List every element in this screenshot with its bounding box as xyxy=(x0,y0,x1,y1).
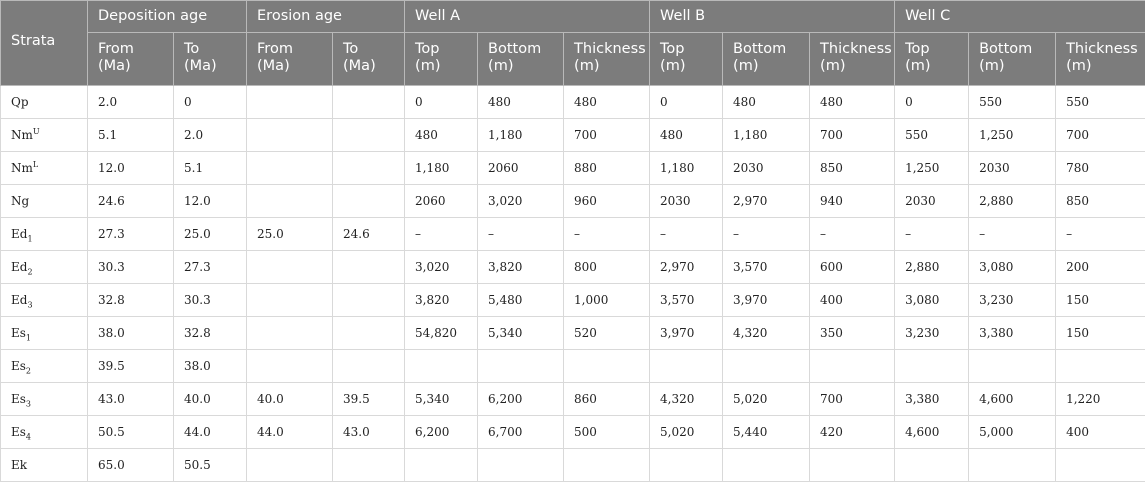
strata-name: Ed xyxy=(11,227,27,241)
strata-subscript: 1 xyxy=(26,333,31,342)
cell-well-b-top xyxy=(650,449,723,482)
cell-well-b-bottom: 480 xyxy=(723,86,810,119)
cell-deposition-from: 5.1 xyxy=(88,119,174,152)
cell-erosion-to xyxy=(333,251,405,284)
cell-well-b-bottom xyxy=(723,350,810,383)
strata-cell xyxy=(1,86,88,119)
cell-deposition-to: 27.3 xyxy=(174,251,247,284)
cell-well-c-bottom: 5,000 xyxy=(969,416,1056,449)
strata-superscript: U xyxy=(33,127,40,136)
cell-well-c-thickness: 1,220 xyxy=(1056,383,1145,416)
table-row xyxy=(1,416,1145,449)
cell-erosion-from xyxy=(247,251,333,284)
cell-well-a-bottom: 5,340 xyxy=(478,317,564,350)
table-row xyxy=(1,185,1145,218)
strata-name: Es xyxy=(11,326,26,340)
cell-well-b-thickness: – xyxy=(810,218,895,251)
cell-well-c-thickness: 550 xyxy=(1056,86,1145,119)
strata-subscript: 2 xyxy=(27,267,32,276)
cell-deposition-from: 27.3 xyxy=(88,218,174,251)
cell-well-b-thickness: 480 xyxy=(810,86,895,119)
cell-well-b-bottom: 2,970 xyxy=(723,185,810,218)
strata-subscript: 3 xyxy=(26,399,31,408)
header-well-a-bottom: Bottom (m) xyxy=(478,33,564,86)
cell-well-b-top: 2,970 xyxy=(650,251,723,284)
strata-cell xyxy=(1,284,88,317)
cell-well-a-thickness: 500 xyxy=(564,416,650,449)
cell-well-c-bottom: 550 xyxy=(969,86,1056,119)
header-well-a-top: Top (m) xyxy=(405,33,478,86)
cell-deposition-from: 2.0 xyxy=(88,86,174,119)
strata-name: Ng xyxy=(11,194,29,208)
cell-well-b-bottom: 1,180 xyxy=(723,119,810,152)
strata-name: Ed xyxy=(11,293,27,307)
table-row xyxy=(1,449,1145,482)
header-well-c: Well C xyxy=(895,1,1145,33)
cell-well-c-top: 3,080 xyxy=(895,284,969,317)
cell-erosion-from xyxy=(247,185,333,218)
table-row xyxy=(1,251,1145,284)
cell-erosion-from xyxy=(247,152,333,185)
strata-cell xyxy=(1,218,88,251)
cell-well-c-top: 4,600 xyxy=(895,416,969,449)
strata-name: Ek xyxy=(11,458,27,472)
strata-cell xyxy=(1,350,88,383)
cell-erosion-from: 25.0 xyxy=(247,218,333,251)
cell-well-b-top: 5,020 xyxy=(650,416,723,449)
cell-well-b-thickness: 600 xyxy=(810,251,895,284)
cell-well-a-top: – xyxy=(405,218,478,251)
cell-well-a-bottom: 480 xyxy=(478,86,564,119)
cell-well-b-top: 3,570 xyxy=(650,284,723,317)
strata-name: Es xyxy=(11,359,26,373)
cell-well-a-thickness: – xyxy=(564,218,650,251)
cell-erosion-from xyxy=(247,284,333,317)
cell-well-b-top: 0 xyxy=(650,86,723,119)
cell-well-a-bottom: 6,700 xyxy=(478,416,564,449)
cell-well-a-thickness: 520 xyxy=(564,317,650,350)
cell-deposition-from: 38.0 xyxy=(88,317,174,350)
cell-well-b-bottom: 2030 xyxy=(723,152,810,185)
cell-well-a-thickness: 1,000 xyxy=(564,284,650,317)
cell-deposition-to: 38.0 xyxy=(174,350,247,383)
strata-name: Nm xyxy=(11,128,33,142)
cell-erosion-from: 40.0 xyxy=(247,383,333,416)
cell-well-a-bottom: 3,820 xyxy=(478,251,564,284)
cell-deposition-from: 43.0 xyxy=(88,383,174,416)
table-row xyxy=(1,86,1145,119)
cell-deposition-from: 39.5 xyxy=(88,350,174,383)
table-row xyxy=(1,350,1145,383)
table-body xyxy=(1,86,1145,482)
cell-deposition-from: 65.0 xyxy=(88,449,174,482)
cell-deposition-to: 12.0 xyxy=(174,185,247,218)
cell-well-b-thickness xyxy=(810,449,895,482)
cell-erosion-to xyxy=(333,119,405,152)
cell-well-a-top: 2060 xyxy=(405,185,478,218)
cell-well-b-thickness: 350 xyxy=(810,317,895,350)
cell-well-c-thickness: 780 xyxy=(1056,152,1145,185)
cell-well-a-thickness xyxy=(564,350,650,383)
cell-well-b-thickness: 940 xyxy=(810,185,895,218)
strata-name: Ed xyxy=(11,260,27,274)
cell-well-c-bottom: 3,380 xyxy=(969,317,1056,350)
cell-erosion-to xyxy=(333,350,405,383)
cell-well-b-bottom: 4,320 xyxy=(723,317,810,350)
cell-erosion-to xyxy=(333,284,405,317)
cell-well-a-bottom xyxy=(478,350,564,383)
strata-subscript: 2 xyxy=(26,366,31,375)
cell-well-c-thickness: 850 xyxy=(1056,185,1145,218)
cell-well-a-bottom xyxy=(478,449,564,482)
header-well-b: Well B xyxy=(650,1,895,33)
header-deposition-age: Deposition age xyxy=(88,1,247,33)
cell-well-c-top: 550 xyxy=(895,119,969,152)
header-deposition-to: To (Ma) xyxy=(174,33,247,86)
cell-well-b-thickness: 700 xyxy=(810,383,895,416)
cell-deposition-to: 50.5 xyxy=(174,449,247,482)
strata-cell xyxy=(1,416,88,449)
cell-erosion-to: 43.0 xyxy=(333,416,405,449)
strata-cell xyxy=(1,251,88,284)
cell-well-c-top: 1,250 xyxy=(895,152,969,185)
strata-cell xyxy=(1,317,88,350)
cell-well-c-thickness: 400 xyxy=(1056,416,1145,449)
cell-well-b-top: 4,320 xyxy=(650,383,723,416)
table-row xyxy=(1,383,1145,416)
cell-well-b-bottom: 3,970 xyxy=(723,284,810,317)
cell-well-a-top: 54,820 xyxy=(405,317,478,350)
cell-deposition-to: 0 xyxy=(174,86,247,119)
cell-well-c-top: – xyxy=(895,218,969,251)
cell-well-c-bottom: 1,250 xyxy=(969,119,1056,152)
strata-superscript: L xyxy=(33,160,38,169)
cell-well-a-top: 0 xyxy=(405,86,478,119)
cell-well-a-thickness: 700 xyxy=(564,119,650,152)
cell-deposition-from: 32.8 xyxy=(88,284,174,317)
cell-well-c-thickness: – xyxy=(1056,218,1145,251)
table-row xyxy=(1,152,1145,185)
cell-well-b-top: 3,970 xyxy=(650,317,723,350)
cell-deposition-to: 32.8 xyxy=(174,317,247,350)
cell-well-b-thickness: 400 xyxy=(810,284,895,317)
cell-well-c-top xyxy=(895,449,969,482)
cell-erosion-from xyxy=(247,119,333,152)
header-strata: Strata xyxy=(1,1,88,86)
cell-well-a-bottom: 6,200 xyxy=(478,383,564,416)
cell-well-b-top: 1,180 xyxy=(650,152,723,185)
cell-well-b-top xyxy=(650,350,723,383)
header-well-a-thickness: Thickness (m) xyxy=(564,33,650,86)
cell-well-c-bottom: 2,880 xyxy=(969,185,1056,218)
cell-erosion-from xyxy=(247,317,333,350)
strata-subscript: 3 xyxy=(27,300,32,309)
cell-well-c-top: 2030 xyxy=(895,185,969,218)
cell-well-c-thickness xyxy=(1056,449,1145,482)
cell-erosion-to xyxy=(333,317,405,350)
cell-erosion-from xyxy=(247,86,333,119)
cell-deposition-from: 24.6 xyxy=(88,185,174,218)
cell-well-a-thickness: 480 xyxy=(564,86,650,119)
cell-deposition-from: 50.5 xyxy=(88,416,174,449)
cell-erosion-from: 44.0 xyxy=(247,416,333,449)
strata-cell xyxy=(1,449,88,482)
cell-well-c-bottom xyxy=(969,449,1056,482)
cell-well-b-thickness: 420 xyxy=(810,416,895,449)
cell-well-a-thickness: 880 xyxy=(564,152,650,185)
table-row xyxy=(1,317,1145,350)
cell-well-a-top: 5,340 xyxy=(405,383,478,416)
cell-deposition-to: 44.0 xyxy=(174,416,247,449)
cell-well-c-top: 2,880 xyxy=(895,251,969,284)
cell-well-b-top: 480 xyxy=(650,119,723,152)
cell-well-a-top: 6,200 xyxy=(405,416,478,449)
cell-well-a-bottom: 1,180 xyxy=(478,119,564,152)
table-row xyxy=(1,284,1145,317)
strata-subscript: 4 xyxy=(26,432,31,441)
header-well-c-bottom: Bottom (m) xyxy=(969,33,1056,86)
strata-cell xyxy=(1,383,88,416)
cell-well-b-bottom: 3,570 xyxy=(723,251,810,284)
cell-erosion-to xyxy=(333,449,405,482)
cell-well-c-thickness: 150 xyxy=(1056,317,1145,350)
strata-subscript: 1 xyxy=(27,234,32,243)
cell-well-a-top: 3,820 xyxy=(405,284,478,317)
cell-well-b-bottom: – xyxy=(723,218,810,251)
table-header xyxy=(1,1,1145,86)
cell-well-b-top: – xyxy=(650,218,723,251)
cell-well-b-thickness: 850 xyxy=(810,152,895,185)
cell-well-a-top: 480 xyxy=(405,119,478,152)
cell-well-c-bottom: 3,080 xyxy=(969,251,1056,284)
cell-well-c-thickness: 150 xyxy=(1056,284,1145,317)
header-well-c-thickness: Thickness (m) xyxy=(1056,33,1145,86)
cell-well-c-bottom: – xyxy=(969,218,1056,251)
cell-erosion-from xyxy=(247,449,333,482)
strata-name: Nm xyxy=(11,161,33,175)
cell-erosion-to: 24.6 xyxy=(333,218,405,251)
header-well-b-top: Top (m) xyxy=(650,33,723,86)
cell-well-c-bottom: 3,230 xyxy=(969,284,1056,317)
cell-well-b-bottom: 5,440 xyxy=(723,416,810,449)
cell-deposition-to: 30.3 xyxy=(174,284,247,317)
cell-well-c-bottom: 4,600 xyxy=(969,383,1056,416)
cell-well-b-bottom xyxy=(723,449,810,482)
cell-well-b-thickness xyxy=(810,350,895,383)
header-well-b-thickness: Thickness (m) xyxy=(810,33,895,86)
header-erosion-age: Erosion age xyxy=(247,1,405,33)
cell-well-a-top xyxy=(405,350,478,383)
cell-well-a-top: 3,020 xyxy=(405,251,478,284)
header-deposition-from: From (Ma) xyxy=(88,33,174,86)
strata-cell xyxy=(1,152,88,185)
cell-well-a-top xyxy=(405,449,478,482)
header-well-b-bottom: Bottom (m) xyxy=(723,33,810,86)
cell-deposition-from: 12.0 xyxy=(88,152,174,185)
strata-cell xyxy=(1,185,88,218)
cell-deposition-to: 5.1 xyxy=(174,152,247,185)
cell-deposition-from: 30.3 xyxy=(88,251,174,284)
cell-well-a-thickness: 860 xyxy=(564,383,650,416)
cell-erosion-to xyxy=(333,86,405,119)
cell-well-c-bottom: 2030 xyxy=(969,152,1056,185)
table-row xyxy=(1,119,1145,152)
strata-name: Qp xyxy=(11,95,29,109)
cell-well-c-top xyxy=(895,350,969,383)
header-well-c-top: Top (m) xyxy=(895,33,969,86)
cell-well-c-thickness: 200 xyxy=(1056,251,1145,284)
cell-erosion-to xyxy=(333,152,405,185)
cell-well-b-top: 2030 xyxy=(650,185,723,218)
cell-well-a-thickness: 960 xyxy=(564,185,650,218)
cell-well-c-top: 0 xyxy=(895,86,969,119)
strata-cell xyxy=(1,119,88,152)
header-erosion-from: From (Ma) xyxy=(247,33,333,86)
table-row xyxy=(1,218,1145,251)
cell-well-a-bottom: 3,020 xyxy=(478,185,564,218)
cell-deposition-to: 25.0 xyxy=(174,218,247,251)
cell-well-c-thickness: 700 xyxy=(1056,119,1145,152)
cell-well-c-top: 3,230 xyxy=(895,317,969,350)
cell-well-c-top: 3,380 xyxy=(895,383,969,416)
cell-deposition-to: 2.0 xyxy=(174,119,247,152)
cell-well-a-bottom: 5,480 xyxy=(478,284,564,317)
cell-well-a-thickness xyxy=(564,449,650,482)
header-well-a: Well A xyxy=(405,1,650,33)
cell-erosion-from xyxy=(247,350,333,383)
header-erosion-to: To (Ma) xyxy=(333,33,405,86)
cell-erosion-to: 39.5 xyxy=(333,383,405,416)
cell-erosion-to xyxy=(333,185,405,218)
cell-well-c-thickness xyxy=(1056,350,1145,383)
cell-well-a-thickness: 800 xyxy=(564,251,650,284)
cell-deposition-to: 40.0 xyxy=(174,383,247,416)
cell-well-c-bottom xyxy=(969,350,1056,383)
cell-well-a-top: 1,180 xyxy=(405,152,478,185)
strata-name: Es xyxy=(11,425,26,439)
cell-well-a-bottom: – xyxy=(478,218,564,251)
cell-well-a-bottom: 2060 xyxy=(478,152,564,185)
cell-well-b-bottom: 5,020 xyxy=(723,383,810,416)
strata-name: Es xyxy=(11,392,26,406)
cell-well-b-thickness: 700 xyxy=(810,119,895,152)
